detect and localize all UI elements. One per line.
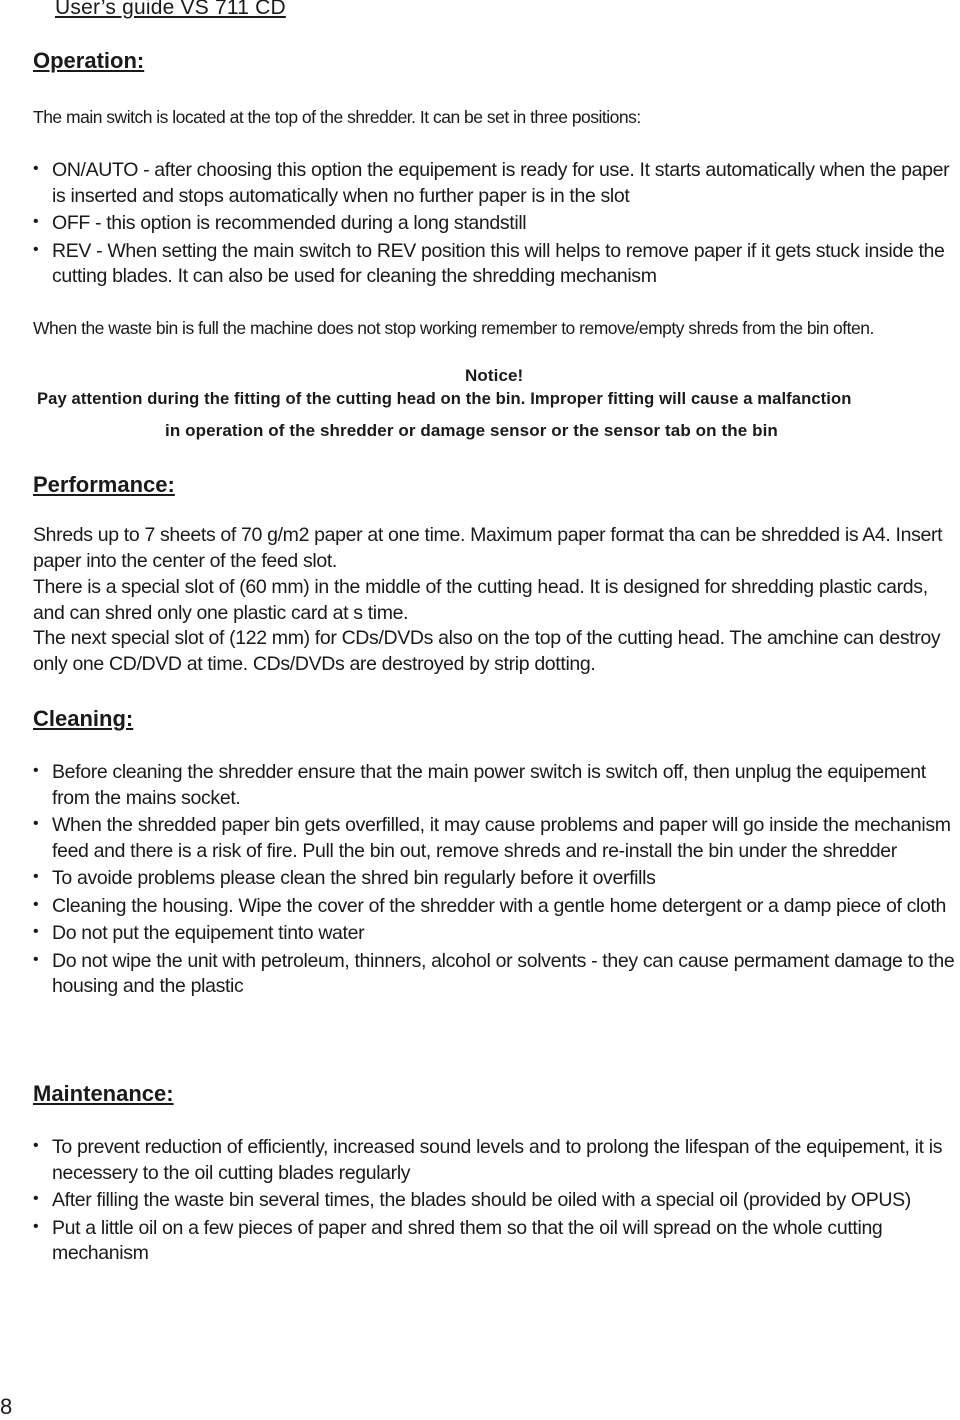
list-item	[33, 866, 959, 892]
performance-heading: Performance:	[33, 472, 175, 497]
bullet-text: Before cleaning the shredder ensure that the main power switch is switch off, then unplug the equipement from the mains socket.	[52, 761, 926, 809]
bullet-icon: •	[33, 815, 39, 832]
bullet-icon: •	[33, 1190, 39, 1207]
list-item	[33, 211, 959, 237]
performance-paragraph: Shreds up to 7 sheets of 70 g/m2 paper at one time. Maximum paper format tha can be shredded is A4. Insert paper into the center of the feed slot.	[33, 524, 943, 572]
bullet-icon: •	[33, 923, 39, 940]
list-item	[33, 1216, 959, 1267]
list-item	[33, 239, 959, 290]
cleaning-heading: Cleaning:	[33, 706, 134, 731]
waste-bin-note: When the waste bin is full the machine does not stop working remember to remove/empty shreds from the bin often.	[33, 318, 874, 338]
list-item	[33, 1188, 959, 1214]
bullet-text: To prevent reduction of efficiently, increased sound levels and to prolong the lifespan of the equipement, it is necessery to the oil cutting blades regularly	[52, 1136, 943, 1184]
bullet-icon: •	[33, 240, 39, 258]
bullet-icon: •	[33, 1217, 39, 1235]
list-item	[33, 894, 959, 920]
bullet-text: Cleaning the housing. Wipe the cover of the shredder with a gentle home detergent or a damp piece of cloth	[52, 894, 947, 917]
list-item	[33, 1135, 959, 1186]
bullet-text: OFF - this option is recommended during a long standstill	[52, 212, 527, 234]
notice-line-2: in operation of the shredder or damage sensor or the sensor tab on the bin	[165, 421, 778, 440]
list-item	[33, 760, 959, 811]
bullet-icon: •	[33, 950, 39, 968]
bullet-icon: •	[33, 895, 39, 913]
bullet-text: To avoide problems please clean the shred bin regularly before it overfills	[52, 867, 656, 889]
bullet-icon: •	[33, 160, 39, 177]
bullet-icon: •	[33, 1137, 39, 1154]
bullet-text: When the shredded paper bin gets overfilled, it may cause problems and paper will go inside the mechanism feed and there is a risk of fire. Pull the bin out, remove shreds and re-install the bin under the shredder	[52, 814, 951, 862]
list-item	[33, 921, 959, 947]
operation-bullet-list	[33, 158, 959, 292]
maintenance-bullet-list	[33, 1135, 959, 1269]
notice-line-1: Pay attention during the fitting of the cutting head on the bin. Improper fitting will cause a malfanction	[37, 389, 852, 408]
notice-title: Notice!	[465, 366, 524, 385]
bullet-text: ON/AUTO - after choosing this option the equipement is ready for use. It starts automatically when the paper is inserted and stops automatically when no further paper is in the slot	[52, 159, 950, 207]
performance-paragraph: The next special slot of (122 mm) for CDs/DVDs also on the top of the cutting head. The amchine can destroy only one CD/DVD at time. CDs/DVDs are destroyed by strip dotting.	[33, 627, 941, 675]
bullet-text: After filling the waste bin several times, the blades should be oiled with a special oil (provided by OPUS)	[52, 1189, 911, 1211]
maintenance-heading: Maintenance:	[33, 1081, 174, 1106]
cleaning-bullet-list	[33, 760, 959, 1002]
bullet-text: Put a little oil on a few pieces of paper and shred them so that the oil will spread on the whole cutting mechanism	[52, 1216, 883, 1264]
list-item	[33, 158, 959, 209]
list-item	[33, 813, 959, 864]
bullet-text: REV - When setting the main switch to REV position this will helps to remove paper if it gets stuck inside the cutting blades. It can also be used for cleaning the shredding mechanism	[52, 239, 945, 287]
bullet-text: Do not put the equipement tinto water	[52, 922, 365, 944]
bullet-icon: •	[33, 868, 39, 885]
operation-intro: The main switch is located at the top of the shredder. It can be set in three positions:	[33, 107, 641, 127]
performance-paragraph: There is a special slot of (60 mm) in the middle of the cutting head. It is designed for shredding plastic cards, and can shred only one plastic card at s time.	[33, 576, 928, 624]
page-header-title: User’s guide VS 711 CD	[55, 0, 286, 19]
bullet-icon: •	[33, 762, 39, 779]
page-number: 8	[0, 1394, 13, 1419]
bullet-text: Do not wipe the unit with petroleum, thinners, alcohol or solvents - they can cause permament damage to the housing and the plastic	[52, 949, 955, 997]
bullet-icon: •	[33, 213, 39, 230]
operation-heading: Operation:	[33, 48, 145, 73]
list-item	[33, 949, 959, 1000]
